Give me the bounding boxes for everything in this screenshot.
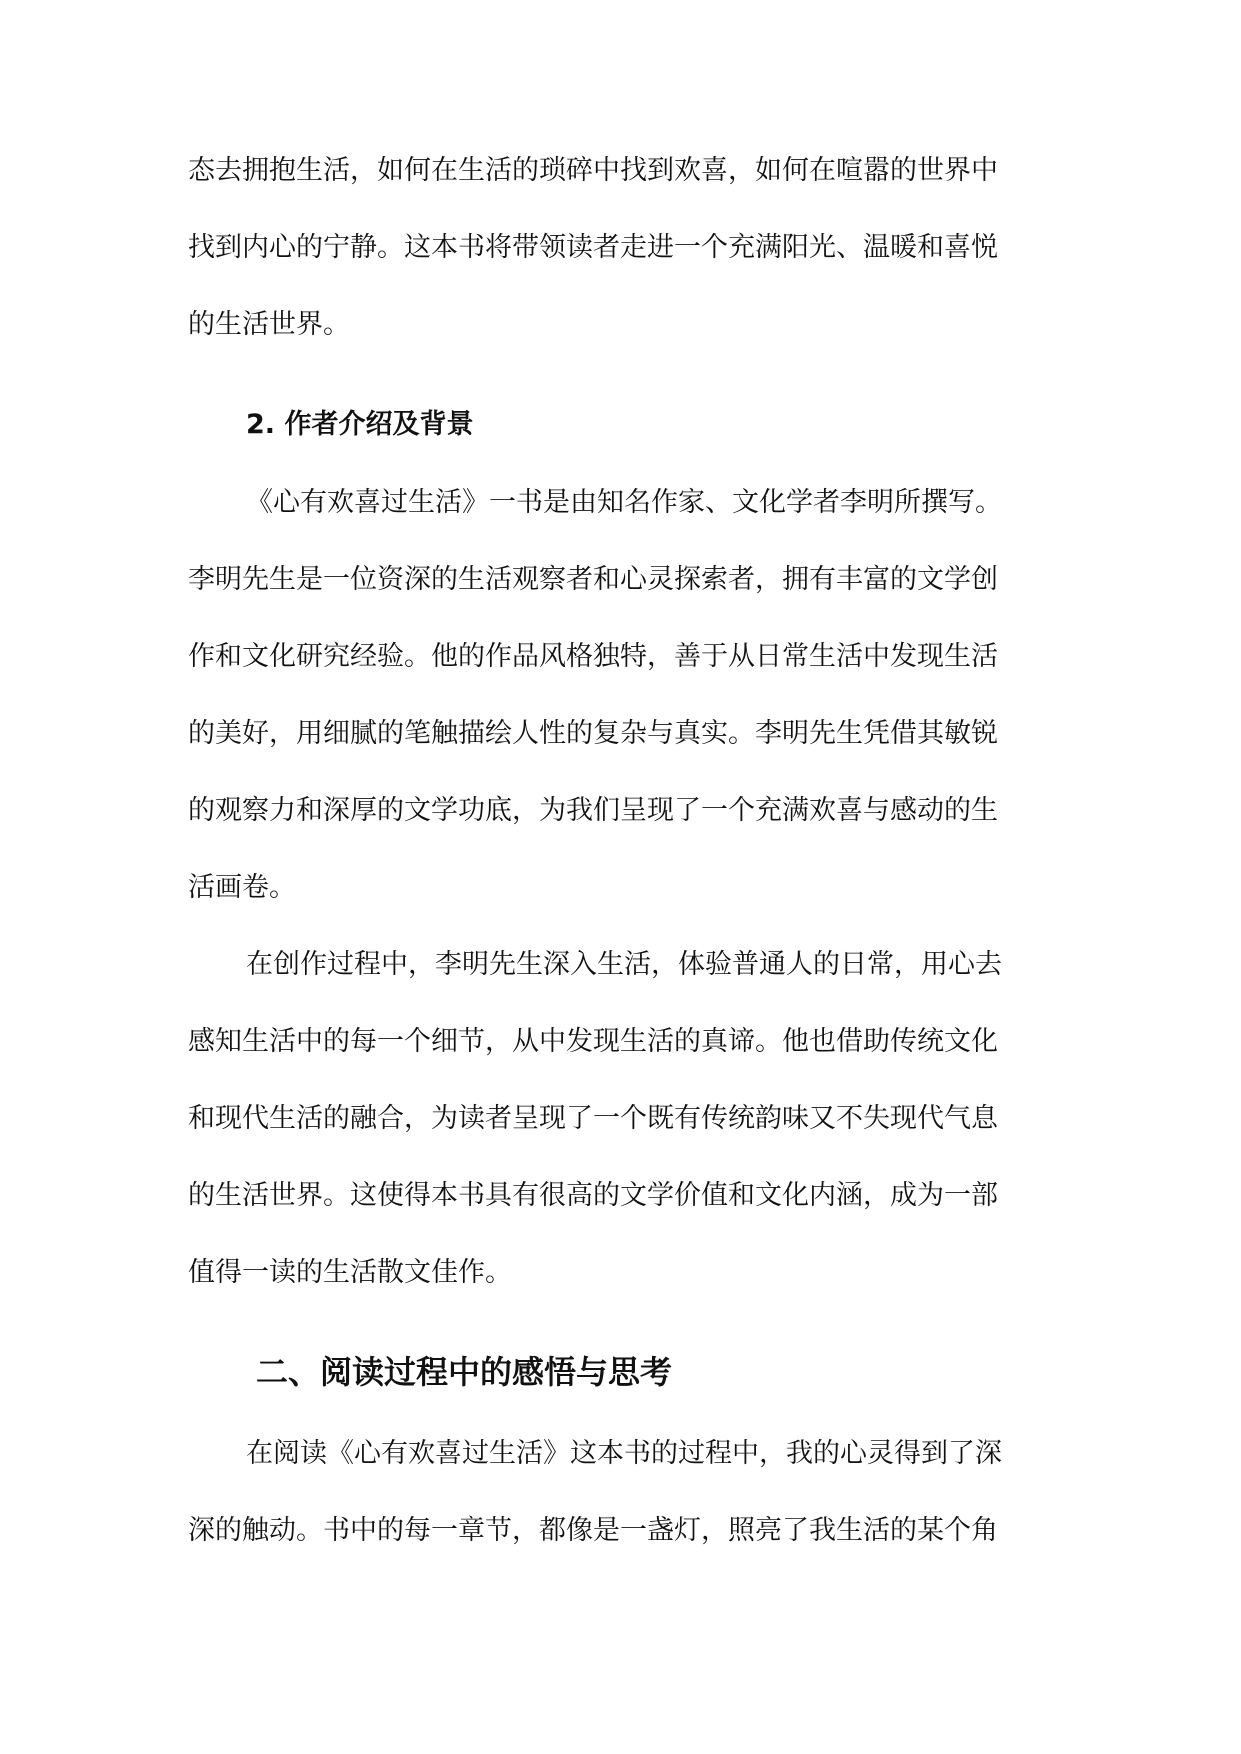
paragraph-line: 李明先生是一位资深的生活观察者和心灵探索者，拥有丰富的文学创	[188, 564, 998, 595]
paragraph-line: 态去拥抱生活，如何在生活的琐碎中找到欢喜，如何在喧嚣的世界中	[188, 155, 998, 186]
paragraph-line: 找到内心的宁静。这本书将带领读者走进一个充满阳光、温暖和喜悦	[188, 232, 998, 263]
paragraph-line: 和现代生活的融合，为读者呈现了一个既有传统韵味又不失现代气息	[188, 1103, 998, 1134]
paragraph-line: 的美好，用细腻的笔触描绘人性的复杂与真实。李明先生凭借其敏锐	[188, 718, 998, 749]
paragraph-line: 感知生活中的每一个细节，从中发现生活的真谛。他也借助传统文化	[188, 1026, 998, 1057]
paragraph-line: 作和文化研究经验。他的作品风格独特，善于从日常生活中发现生活	[188, 641, 998, 672]
paragraph-line: 值得一读的生活散文佳作。	[188, 1257, 512, 1288]
paragraph-line: 在创作过程中，李明先生深入生活，体验普通人的日常，用心去	[246, 949, 1002, 980]
paragraph-line: 活画卷。	[188, 872, 296, 903]
paragraph-line: 《心有欢喜过生活》一书是由知名作家、文化学者李明所撰写。	[246, 487, 1002, 518]
paragraph-line: 深的触动。书中的每一章节，都像是一盏灯，照亮了我生活的某个角	[188, 1515, 998, 1546]
paragraph-line: 在阅读《心有欢喜过生活》这本书的过程中，我的心灵得到了深	[246, 1438, 1002, 1469]
paragraph-line: 的观察力和深厚的文学功底，为我们呈现了一个充满欢喜与感动的生	[188, 795, 998, 826]
section-heading: 2. 作者介绍及背景	[246, 409, 474, 440]
paragraph-line: 的生活世界。这使得本书具有很高的文学价值和文化内涵，成为一部	[188, 1180, 998, 1211]
paragraph-line: 的生活世界。	[188, 309, 350, 340]
chapter-heading: 二、阅读过程中的感悟与思考	[256, 1353, 673, 1391]
